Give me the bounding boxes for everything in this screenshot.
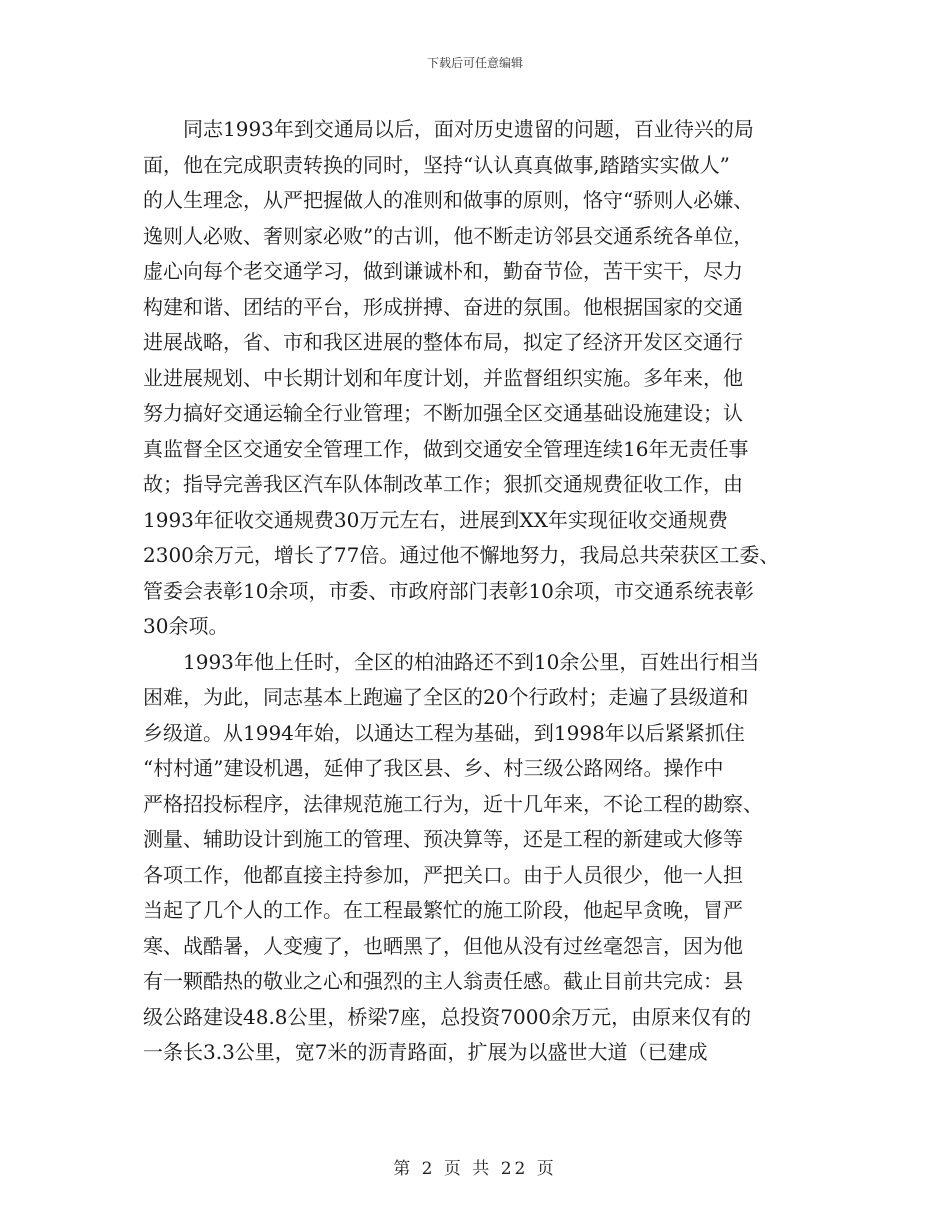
- text-line: 1993年他上任时，全区的柏油路还不到10余公里，百姓出行相当: [143, 649, 760, 674]
- text-line: 各项工作，他都直接主持参加，严把关口。由于人员很少，他一人担: [143, 862, 743, 887]
- text-line: 测量、辅助设计到施工的管理、预决算等，还是工程的新建或大修等: [143, 827, 743, 851]
- page-footer: 第 2 页 共 22 页: [393, 1159, 557, 1179]
- page-header: 下载后可任意编辑: [426, 56, 523, 70]
- text-line: 级公路建设48.8公里，桥梁7座，总投资7000余万元，由原来仅有的: [143, 1004, 752, 1029]
- text-line: 构建和谐、团结的平台，形成拼搏、奋进的氛围。他根据国家的交通: [143, 294, 743, 319]
- text-line: 努力搞好交通运输全行业管理；不断加强全区交通基础设施建设；认: [143, 401, 743, 425]
- text-line: 虚心向每个老交通学习，做到谦诚朴和，勤奋节俭，苦干实干，尽力: [143, 259, 743, 283]
- text-line: 面，他在完成职责转换的同时，坚持“认认真真做事,踏踏实实做人”: [143, 152, 730, 177]
- text-line: 有一颗酷热的敬业之心和强烈的主人翁责任感。截止目前共完成：县: [143, 969, 743, 993]
- text-line: 一条长3.3公里，宽7米的沥青路面，扩展为以盛世大道（已建成: [143, 1040, 708, 1064]
- text-line: 进展战略，省、市和我区进展的整体布局，拟定了经济开发区交通行: [143, 330, 743, 354]
- document-body: [143, 112, 813, 1071]
- text-line: 乡级道。从1994年始，以通达工程为基础，到1998年以后紧紧抓住: [143, 720, 745, 745]
- text-line: 2300余万元，增长了77倍。通过他不懈地努力，我局总共荣获区工委、: [143, 543, 780, 567]
- text-line: 1993年征收交通规费30万元左右，进展到XX年实现征收交通规费: [143, 507, 728, 532]
- text-line: 同志1993年到交通局以后，面对历史遗留的问题，百业待兴的局: [143, 117, 754, 141]
- text-line: “村村通”建设机遇，延伸了我区县、乡、村三级公路网络。操作中: [143, 756, 724, 780]
- text-line: 故；指导完善我区汽车队体制改革工作；狠抓交通规费征收工作，由: [143, 472, 743, 496]
- text-line: 逸则人必败、奢则家必败”的古训，他不断走访邻县交通系统各单位，: [143, 223, 754, 248]
- text-line: 的人生理念，从严把握做人的准则和做事的原则，恪守“骄则人必嫌、: [143, 188, 754, 212]
- text-line: 当起了几个人的工作。在工程最繁忙的施工阶段，他起早贪晚，冒严: [143, 898, 743, 922]
- text-line: 业进展规划、中长期计划和年度计划，并监督组织实施。多年来，他: [143, 365, 743, 390]
- text-line: 真监督全区交通安全管理工作，做到交通安全管理连续16年无责任事: [143, 436, 749, 461]
- text-line: 寒、战酷暑，人变瘦了，也晒黑了，但他从没有过丝毫怨言，因为他: [143, 933, 743, 958]
- text-line: 困难，为此，同志基本上跑遍了全区的20个行政村；走遍了县级道和: [143, 685, 749, 709]
- text-line: 30余项。: [143, 614, 229, 638]
- text-line: 严格招投标程序，法律规范施工行为，近十几年来，不论工程的勘察、: [143, 791, 763, 816]
- text-line: 管委会表彰10余项，市委、市政府部门表彰10余项，市交通系统表彰: [143, 578, 754, 603]
